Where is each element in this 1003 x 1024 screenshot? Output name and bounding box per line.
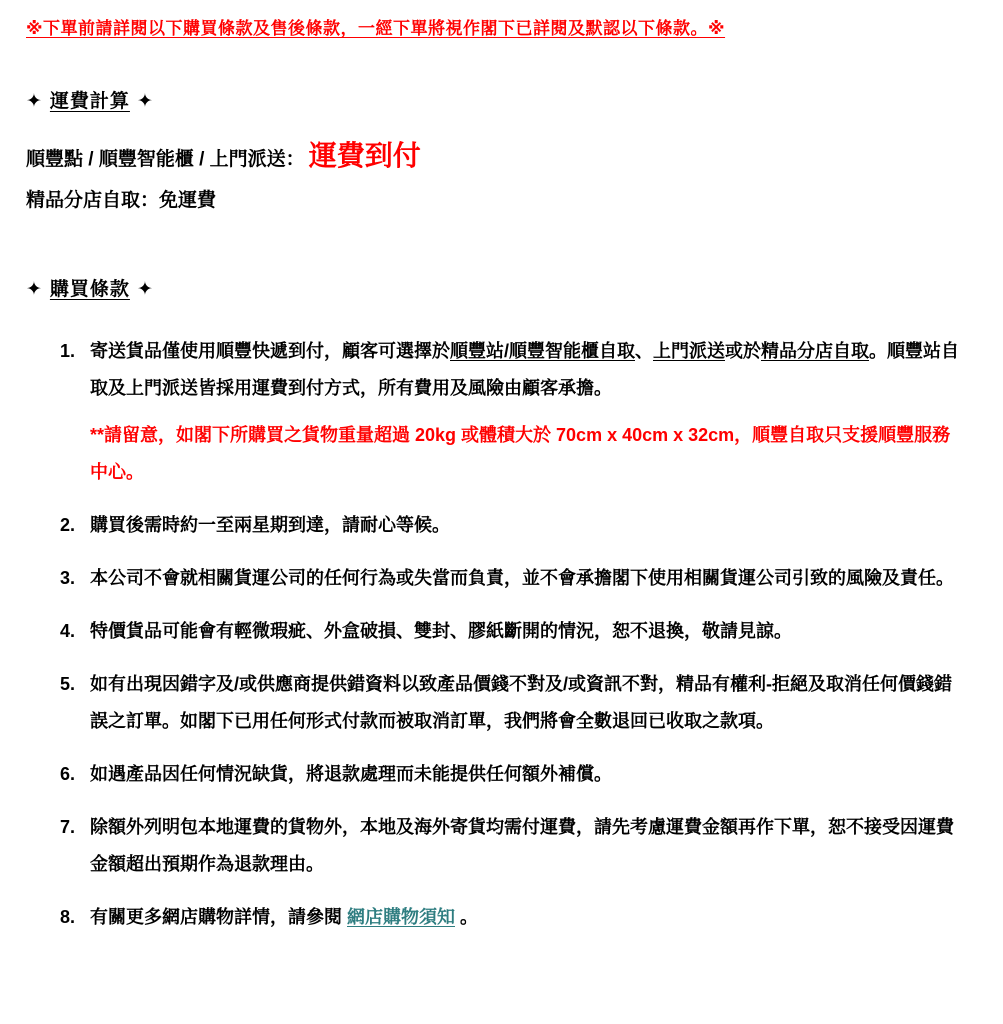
term-body bbox=[90, 613, 967, 650]
star-icon: ✦ bbox=[26, 90, 43, 112]
term-body bbox=[90, 560, 967, 597]
term-text-segment: 如有出現因錯字及/或供應商提供錯資料以致產品價錢不對及/或資訊不對，精品有權利-拒絕及取消任何價錢錯誤之訂單。如閣下已用任何形式付款而被取消訂單，我們將會全數退回已收取之款項。 bbox=[90, 674, 952, 732]
purchase-terms-heading bbox=[26, 274, 967, 301]
term-item-3 bbox=[60, 560, 967, 597]
star-icon: ✦ bbox=[136, 279, 154, 301]
terms-list bbox=[26, 333, 967, 936]
term-text bbox=[90, 507, 967, 544]
term-body bbox=[90, 899, 967, 936]
sf-express-shipping-line bbox=[26, 141, 967, 172]
store-pickup-free-line: 精品分店自取：免運費 bbox=[26, 190, 217, 212]
term-text-segment: 如遇產品因任何情況缺貨，將退款處理而未能提供任何額外補償。 bbox=[90, 764, 612, 785]
term-item-4 bbox=[60, 613, 967, 650]
term-body bbox=[90, 756, 967, 793]
term-number: 1. bbox=[60, 341, 76, 362]
online-shop-guide-link[interactable]: 網店購物須知 bbox=[347, 907, 455, 928]
term-number: 5. bbox=[60, 674, 76, 695]
term-item-6 bbox=[60, 756, 967, 793]
term-text-segment: 、 bbox=[635, 341, 653, 362]
term-number: 4. bbox=[60, 621, 76, 642]
term-number: 7. bbox=[60, 817, 76, 838]
term-text-segment: 或於 bbox=[725, 341, 761, 362]
term-text-segment: 。順豐站自取及上門派送皆採用運費到付方式，所有費用及風險由顧客承擔。 bbox=[90, 341, 959, 399]
term-text bbox=[90, 333, 967, 407]
term-text-segment: 寄送貨品僅使用順豐快遞到付，顧客可選擇於 bbox=[90, 341, 450, 362]
term-item-1 bbox=[60, 333, 967, 491]
term-text-segment: 購買後需時約一至兩星期到達，請耐心等候。 bbox=[90, 515, 450, 536]
shipping-fee-heading bbox=[26, 86, 967, 113]
term-text-segment: 本公司不會就相關貨運公司的任何行為或失當而負責，並不會承擔閣下使用相關貨運公司引致的風險及責任。 bbox=[90, 568, 954, 589]
term-body bbox=[90, 507, 967, 544]
term-body bbox=[90, 809, 967, 883]
term-number: 6. bbox=[60, 764, 76, 785]
term-body bbox=[90, 666, 967, 740]
term-item-8 bbox=[60, 899, 967, 936]
shipping-fee-heading-text: 運費計算 bbox=[49, 90, 130, 112]
term-text bbox=[90, 560, 967, 597]
term-number: 2. bbox=[60, 515, 76, 536]
term-text bbox=[90, 756, 967, 793]
term-text-segment: 順豐站/順豐智能櫃自取 bbox=[450, 341, 635, 362]
term-text-segment: 有關更多網店購物詳情，請參閱 bbox=[90, 907, 347, 928]
term-number: 3. bbox=[60, 568, 76, 589]
freight-collect-value: 運費到付 bbox=[308, 139, 421, 171]
term-text-segment: 精品分店自取 bbox=[761, 341, 869, 362]
term-text bbox=[90, 899, 967, 936]
term-body bbox=[90, 333, 967, 491]
term-note bbox=[90, 417, 967, 491]
term-item-2 bbox=[60, 507, 967, 544]
term-text bbox=[90, 613, 967, 650]
term-text-segment: 。 bbox=[455, 907, 479, 928]
term-text bbox=[90, 666, 967, 740]
term-number: 8. bbox=[60, 907, 76, 928]
term-item-7 bbox=[60, 809, 967, 883]
purchase-terms-heading-text: 購買條款 bbox=[49, 279, 130, 301]
sf-shipping-options-label: 順豐點 / 順豐智能櫃 / 上門派送： bbox=[26, 148, 305, 170]
star-icon: ✦ bbox=[26, 279, 43, 301]
term-text-segment: 特價貨品可能會有輕微瑕疵、外盒破損、雙封、膠紙斷開的情況，恕不退換，敬請見諒。 bbox=[90, 621, 792, 642]
term-item-5 bbox=[60, 666, 967, 740]
term-text-segment: **請留意，如閣下所購買之貨物重量超過 20kg 或體積大於 70cm x 40cm x 32cm，順豐自取只支援順豐服務中心。 bbox=[90, 425, 951, 483]
term-text-segment: 上門派送 bbox=[653, 341, 725, 362]
term-text-segment: 除額外列明包本地運費的貨物外，本地及海外寄貨均需付運費，請先考慮運費金額再作下單，恕不接受因運費金額超出預期作為退款理由。 bbox=[90, 817, 954, 875]
term-text bbox=[90, 809, 967, 883]
star-icon: ✦ bbox=[136, 90, 154, 112]
pre-order-notice: ※下單前請詳閱以下購買條款及售後條款，一經下單將視作閣下已詳閱及默認以下條款。※ bbox=[26, 19, 726, 38]
